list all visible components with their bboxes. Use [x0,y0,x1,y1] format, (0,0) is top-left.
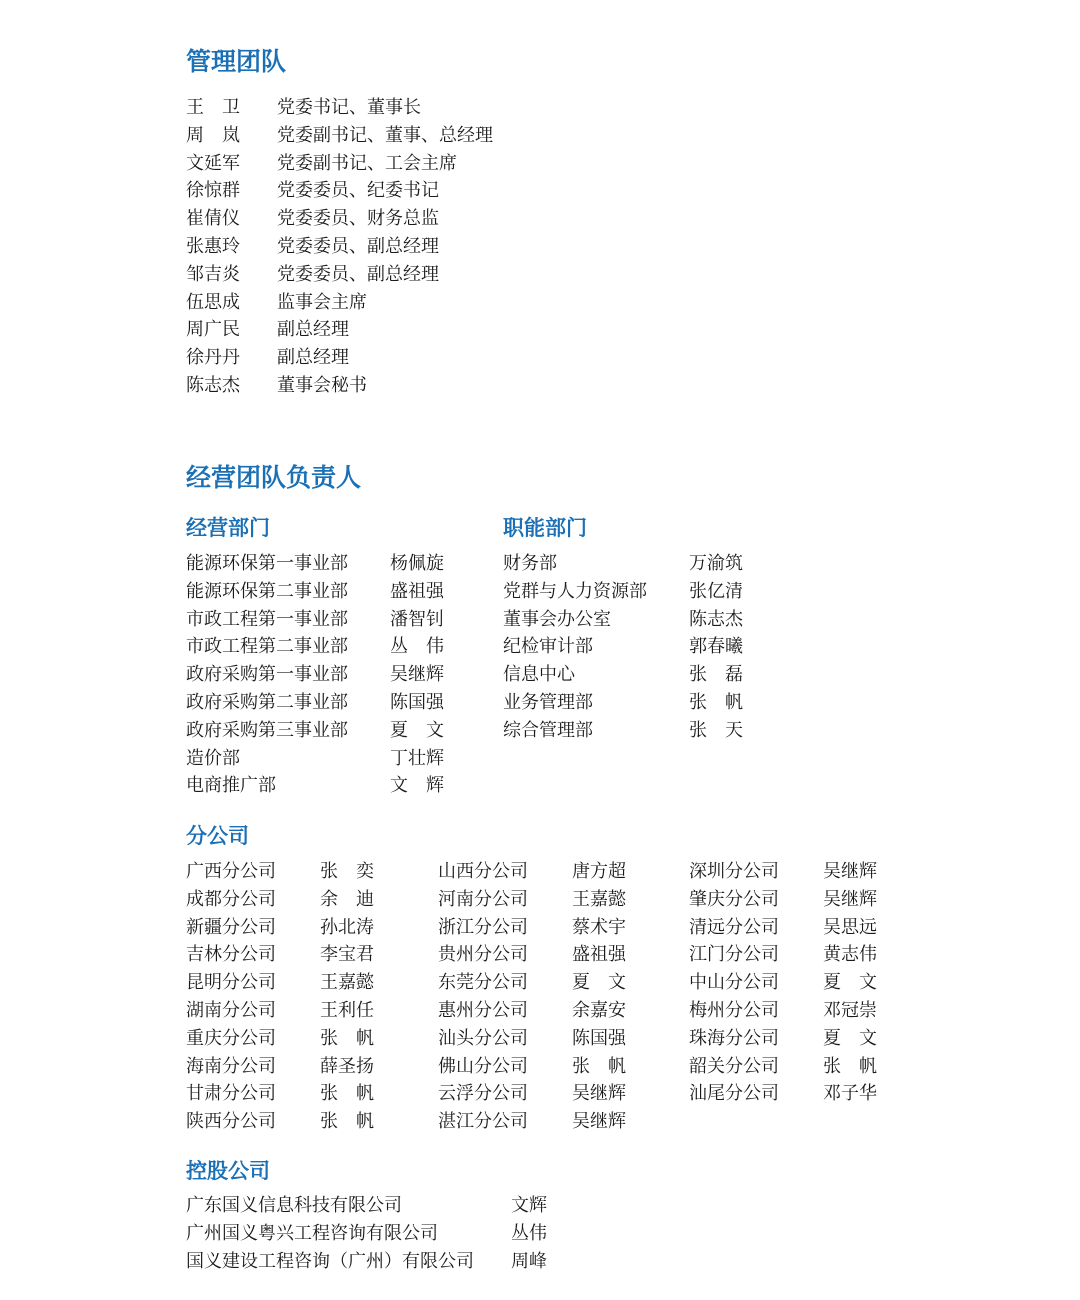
holding-person: 文辉 [511,1195,547,1216]
branch-name: 成都分公司 [186,888,276,910]
branch-name: 河南分公司 [438,888,528,910]
branch-name: 贵州分公司 [438,944,528,966]
branch-person: 张 帆 [320,1027,374,1049]
list-item [186,210,493,238]
branches-col-3 [689,863,877,1113]
branch-person: 吴继辉 [823,888,877,910]
dept-name: 综合管理部 [503,719,593,741]
business-list [186,555,444,805]
list-item [186,1250,547,1281]
branch-person: 余 迪 [320,888,374,910]
branch-person: 吴思远 [823,916,877,938]
branch-name: 新疆分公司 [186,916,276,938]
list-item [186,321,493,349]
list-item [438,916,626,947]
list-item [438,1055,626,1086]
list-item [186,99,493,127]
list-item [186,349,493,377]
list-item [186,580,444,611]
branch-person: 陈国强 [572,1027,626,1049]
list-item [503,719,743,750]
list-item [186,1055,374,1086]
list-item [438,974,626,1002]
branch-person: 夏 文 [572,972,626,994]
branch-name: 深圳分公司 [689,861,779,882]
dept-name: 党群与人力资源部 [503,580,647,602]
list-item [186,863,374,891]
branch-name: 海南分公司 [186,1055,276,1077]
branch-name: 梅州分公司 [689,999,779,1021]
list-item [186,235,493,266]
member-name: 周广民 [186,319,240,341]
branch-name: 汕尾分公司 [689,1083,779,1105]
member-name: 文延军 [186,152,240,174]
branch-name: 山西分公司 [438,861,528,882]
branch-name: 清远分公司 [689,916,779,938]
member-name: 陈志杰 [186,374,240,396]
functional-title: 职能部门 [503,516,587,540]
branch-name: 甘肃分公司 [186,1083,276,1105]
member-name: 张惠玲 [186,235,240,257]
holding-name: 广东国义信息科技有限公司 [186,1195,402,1216]
branch-person: 黄志伟 [823,944,877,966]
holding-person: 周峰 [511,1250,547,1272]
dept-name: 造价部 [186,747,240,769]
branch-name: 佛山分公司 [438,1055,528,1077]
dept-person: 文 辉 [390,775,444,797]
branch-person: 唐方超 [572,861,626,882]
branch-person: 张 奕 [320,861,374,882]
branch-name: 肇庆分公司 [689,888,779,910]
dept-person: 杨佩旋 [390,553,444,574]
branches-title: 分公司 [186,824,249,848]
list-item [438,1085,626,1113]
branch-name: 湛江分公司 [438,1111,528,1133]
branch-person: 孙北涛 [320,916,374,938]
branch-person: 邓子华 [823,1083,877,1105]
list-item [438,946,626,974]
member-role: 副总经理 [277,319,349,341]
dept-person: 盛祖强 [390,580,444,602]
list-item [689,888,877,919]
list-item [186,638,444,666]
holdings-title: 控股公司 [186,1159,270,1183]
list-item [186,374,493,405]
dept-person: 丛 伟 [390,636,444,658]
dept-name: 电商推广部 [186,775,276,797]
member-role: 党委委员、纪委书记 [277,180,439,202]
list-item [186,974,374,1002]
branch-person: 张 帆 [320,1083,374,1105]
member-name: 徐丹丹 [186,347,240,369]
list-item [503,608,743,639]
list-item [186,291,493,322]
branch-name: 惠州分公司 [438,999,528,1021]
member-role: 党委委员、财务总监 [277,208,439,230]
list-item [689,1027,877,1058]
list-item [438,1027,626,1058]
dept-person: 张 帆 [689,691,743,713]
branch-person: 邓冠崇 [823,999,877,1021]
branch-name: 珠海分公司 [689,1027,779,1049]
dept-person: 张亿清 [689,580,743,602]
dept-person: 潘智钊 [390,608,444,630]
branch-name: 昆明分公司 [186,972,276,994]
list-item [186,124,493,155]
branch-person: 吴继辉 [572,1083,626,1105]
list-item [503,580,743,611]
branch-person: 张 帆 [572,1055,626,1077]
list-item [186,608,444,639]
member-name: 周 岚 [186,124,240,146]
dept-person: 万渝筑 [689,553,743,574]
branch-name: 陕西分公司 [186,1111,276,1133]
member-name: 崔倩仪 [186,208,240,230]
branches-col-2 [438,863,626,1141]
member-role: 党委委员、副总经理 [277,263,439,285]
list-item [689,999,877,1030]
dept-name: 信息中心 [503,664,575,686]
member-role: 董事会秘书 [277,374,367,396]
branches-col-1 [186,863,374,1141]
list-item [503,638,743,666]
dept-person: 丁壮辉 [390,747,444,769]
list-item [186,999,374,1030]
list-item [186,263,493,294]
list-item [689,974,877,1002]
dept-person: 吴继辉 [390,664,444,686]
holding-person: 丛伟 [511,1222,547,1244]
member-name: 王 卫 [186,97,240,118]
branch-person: 王嘉懿 [572,888,626,910]
dept-person: 陈志杰 [689,608,743,630]
list-item [186,1085,374,1113]
dept-person: 郭春曦 [689,636,743,658]
dept-name: 政府采购第一事业部 [186,664,348,686]
branch-name: 湖南分公司 [186,999,276,1021]
member-role: 党委书记、董事长 [277,97,421,118]
list-item [438,888,626,919]
branch-name: 韶关分公司 [689,1055,779,1077]
list-item [186,1113,374,1141]
list-item [689,863,877,891]
dept-name: 市政工程第二事业部 [186,636,348,658]
branch-person: 余嘉安 [572,999,626,1021]
management-title: 管理团队 [186,47,287,76]
member-role: 副总经理 [277,347,349,369]
list-item [186,691,444,722]
leaders-title: 经营团队负责人 [186,463,362,492]
holding-name: 广州国义粤兴工程咨询有限公司 [186,1222,438,1244]
branch-person: 蔡术宇 [572,916,626,938]
dept-name: 业务管理部 [503,691,593,713]
member-name: 徐惊群 [186,180,240,202]
holdings-list [186,1197,547,1280]
list-item [186,1197,547,1225]
dept-name: 市政工程第一事业部 [186,608,348,630]
list-item [689,946,877,974]
branch-person: 吴继辉 [572,1111,626,1133]
list-item [689,916,877,947]
branch-person: 盛祖强 [572,944,626,966]
branch-person: 王利任 [320,999,374,1021]
list-item [438,863,626,891]
dept-person: 张 磊 [689,664,743,686]
dept-name: 政府采购第三事业部 [186,719,348,741]
dept-person: 夏 文 [390,719,444,741]
list-item [503,555,743,583]
list-item [186,719,444,750]
list-item [186,747,444,778]
branch-person: 张 帆 [823,1055,877,1077]
branch-name: 广西分公司 [186,861,276,882]
dept-name: 纪检审计部 [503,636,593,658]
branch-name: 汕头分公司 [438,1027,528,1049]
holding-name: 国义建设工程咨询（广州）有限公司 [186,1250,474,1272]
branch-name: 吉林分公司 [186,944,276,966]
dept-name: 财务部 [503,553,557,574]
branch-name: 江门分公司 [689,944,779,966]
branch-name: 东莞分公司 [438,972,528,994]
branch-name: 重庆分公司 [186,1027,276,1049]
branch-person: 张 帆 [320,1111,374,1133]
member-name: 伍思成 [186,291,240,313]
list-item [689,1085,877,1113]
dept-person: 张 天 [689,719,743,741]
member-role: 监事会主席 [277,291,367,313]
business-title: 经营部门 [186,516,270,540]
dept-name: 能源环保第二事业部 [186,580,348,602]
branch-person: 夏 文 [823,1027,877,1049]
list-item [186,182,493,210]
management-list [186,99,493,405]
branch-person: 薛圣扬 [320,1055,374,1077]
dept-name: 政府采购第二事业部 [186,691,348,713]
list-item [186,888,374,919]
member-role: 党委委员、副总经理 [277,235,439,257]
list-item [186,946,374,974]
member-role: 党委副书记、工会主席 [277,152,457,174]
branch-name: 浙江分公司 [438,916,528,938]
list-item [186,152,493,183]
list-item [438,1113,626,1141]
list-item [503,666,743,694]
list-item [186,666,444,694]
branch-person: 夏 文 [823,972,877,994]
list-item [503,691,743,722]
member-name: 邹吉炎 [186,263,240,285]
list-item [689,1055,877,1086]
branch-name: 云浮分公司 [438,1083,528,1105]
branch-person: 吴继辉 [823,861,877,882]
list-item [186,777,444,805]
list-item [438,999,626,1030]
branch-person: 王嘉懿 [320,972,374,994]
list-item [186,555,444,583]
list-item [186,916,374,947]
dept-person: 陈国强 [390,691,444,713]
member-role: 党委副书记、董事、总经理 [277,124,493,146]
list-item [186,1027,374,1058]
dept-name: 能源环保第一事业部 [186,553,348,574]
list-item [186,1222,547,1253]
branch-person: 李宝君 [320,944,374,966]
branch-name: 中山分公司 [689,972,779,994]
dept-name: 董事会办公室 [503,608,611,630]
functional-list [503,555,743,750]
